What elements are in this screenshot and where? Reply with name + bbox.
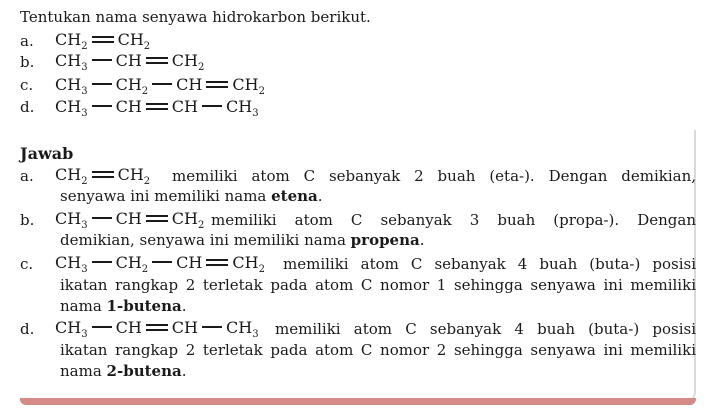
answer-d-line2: ikatan rangkap 2 terletak pada atom C nomor 2 sehingga senyawa ini memiliki: [60, 341, 696, 359]
answer-a-line1: memiliki atom C sebanyak 2 buah (eta-). Dengan demikian,: [172, 167, 696, 185]
single-bond: [92, 217, 112, 219]
formula-group: $CH_3$: [225, 318, 259, 340]
formula-group: $CH_3$: [225, 97, 259, 119]
formula-group: $CH_3$: [55, 318, 88, 340]
formula-answer-b: [55, 209, 205, 231]
answer-heading: Jawab: [20, 144, 74, 163]
single-bond: [202, 105, 222, 107]
double-bond: [146, 215, 168, 222]
answer-label-b: b.: [20, 211, 35, 229]
formula-group: $CH_3$: [55, 51, 88, 73]
answer-c-line2: ikatan rangkap 2 terletak pada atom C nomor 1 sehingga senyawa ini memiliki: [60, 276, 696, 294]
single-bond: [92, 83, 112, 85]
formula-group: $CH_2$: [232, 253, 265, 275]
compound-name-d: 2-butena: [106, 362, 182, 380]
compound-name-b: propena: [350, 231, 420, 249]
formula-group: $CH_2$: [115, 253, 149, 275]
single-bond: [92, 59, 112, 61]
single-bond: [92, 261, 112, 263]
formula-item-c: [55, 75, 265, 97]
single-bond: [92, 105, 112, 107]
answer-d-line1: memiliki atom C sebanyak 4 buah (buta-) posisi: [275, 320, 696, 338]
formula-item-a: [55, 30, 151, 52]
double-bond: [92, 171, 114, 178]
formula-group: CH: [115, 97, 142, 116]
answer-c-line1: memiliki atom C sebanyak 4 buah (buta-) posisi: [283, 255, 696, 273]
compound-name-a: etena: [271, 187, 318, 205]
formula-answer-c: [55, 253, 265, 275]
answer-label-c: c.: [20, 255, 34, 273]
single-bond: [152, 83, 172, 85]
compound-name-c: 1-butena: [106, 297, 182, 315]
formula-group: $CH_2$: [55, 30, 88, 52]
formula-group: CH: [176, 253, 203, 272]
item-label-a: a.: [20, 32, 34, 50]
formula-group: $CH_3$: [55, 97, 88, 119]
double-bond: [206, 259, 228, 266]
formula-group: CH: [171, 97, 198, 116]
formula-item-d: [55, 97, 259, 119]
formula-group: CH: [115, 318, 142, 337]
double-bond: [146, 103, 168, 110]
item-label-c: c.: [20, 76, 34, 94]
formula-group: $CH_2$: [117, 165, 151, 187]
formula-group: $CH_3$: [55, 209, 88, 231]
double-bond: [206, 81, 228, 88]
formula-group: $CH_2$: [55, 165, 88, 187]
answer-label-a: a.: [20, 167, 34, 185]
formula-group: $CH_2$: [171, 209, 205, 231]
answer-c-line3: nama 1-butena.: [60, 297, 187, 315]
answer-b-line2: demikian, senyawa ini memiliki nama propena.: [60, 231, 425, 249]
answer-b-line1: memiliki atom C sebanyak 3 buah (propa-). Dengan: [211, 211, 696, 229]
formula-group: $CH_3$: [55, 75, 88, 97]
double-bond: [92, 36, 114, 43]
double-bond: [146, 57, 168, 64]
answer-d-line3: nama 2-butena.: [60, 362, 187, 380]
question-text: Tentukan nama senyawa hidrokarbon berikut.: [20, 8, 371, 26]
formula-group: CH: [176, 75, 203, 94]
single-bond: [92, 326, 112, 328]
formula-group: $CH_2$: [171, 51, 205, 73]
formula-group: CH: [115, 209, 142, 228]
single-bond: [152, 261, 172, 263]
item-label-b: b.: [20, 53, 35, 71]
item-label-d: d.: [20, 98, 35, 116]
answer-label-d: d.: [20, 320, 35, 338]
formula-group: $CH_3$: [55, 253, 88, 275]
formula-group: $CH_2$: [117, 30, 151, 52]
formula-item-b: [55, 51, 205, 73]
formula-group: $CH_2$: [232, 75, 265, 97]
formula-group: $CH_2$: [115, 75, 149, 97]
formula-answer-a: [55, 165, 151, 187]
formula-group: CH: [171, 318, 198, 337]
answer-a-line2: senyawa ini memiliki nama etena.: [60, 187, 323, 205]
single-bond: [202, 326, 222, 328]
formula-group: CH: [115, 51, 142, 70]
footer-accent-bar: [20, 398, 696, 405]
double-bond: [146, 324, 168, 331]
formula-answer-d: [55, 318, 259, 340]
